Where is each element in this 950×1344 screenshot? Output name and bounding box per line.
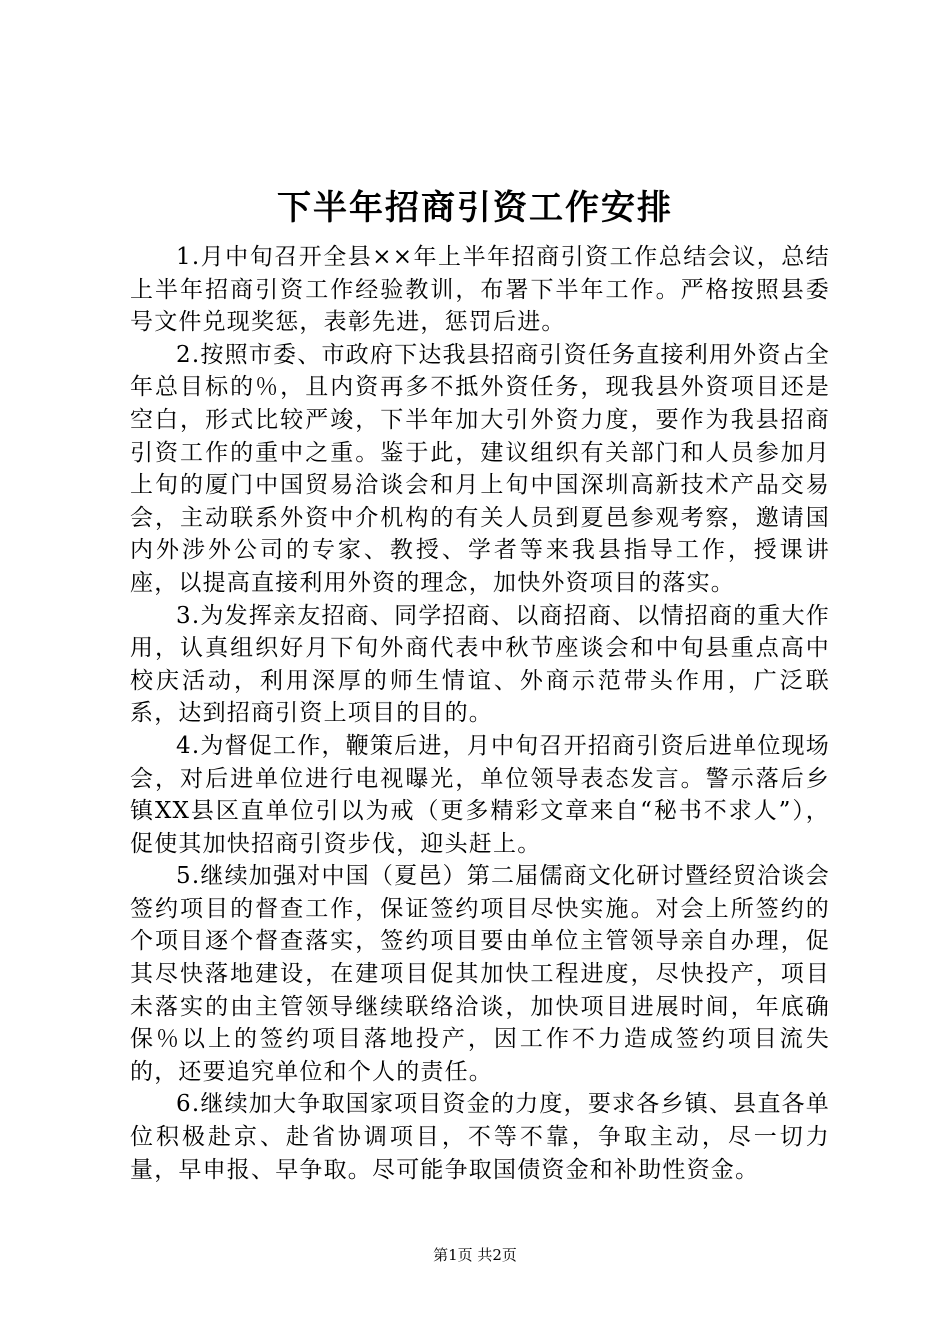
document-title: 下半年招商引资工作安排 (277, 188, 673, 228)
paragraph-1: 1.月中旬召开全县××年上半年招商引资工作总结会议，总结上半年招商引资工作经验教训，布署下半年工作。严格按照县委号文件兑现奖惩，表彰先进，惩罚后进。 (130, 244, 830, 336)
page-footer: 第1页 共2页 (433, 1246, 517, 1264)
paragraph-4: 4.为督促工作，鞭策后进，月中旬召开招商引资后进单位现场会，对后进单位进行电视曝光，单位领导表态发言。警示落后乡镇XX县区直单位引以为戒（更多精彩文章来自“秘书不求人”），促使其加快招商引资步伐，迎头赶上。 (130, 732, 830, 857)
paragraph-6: 6.继续加大争取国家项目资金的力度，要求各乡镇、县直各单位积极赴京、赴省协调项目，不等不靠，争取主动，尽一切力量，早申报、早争取。尽可能争取国债资金和补助性资金。 (130, 1091, 830, 1183)
paragraph-3: 3.为发挥亲友招商、同学招商、以商招商、以情招商的重大作用，认真组织好月下旬外商代表中秋节座谈会和中旬县重点高中校庆活动，利用深厚的师生情谊、外商示范带头作用，广泛联系，达到招商引资上项目的目的。 (130, 602, 830, 727)
paragraph-2: 2.按照市委、市政府下达我县招商引资任务直接利用外资占全年总目标的％，且内资再多不抵外资任务，现我县外资项目还是空白，形式比较严竣，下半年加大引外资力度，要作为我县招商引资工作的重中之重。鉴于此，建议组织有关部门和人员参加月上旬的厦门中国贸易洽谈会和月上旬中国深圳高新技术产品交易会，主动联系外资中介机构的有关人员到夏邑参观考察，邀请国内外涉外公司的专家、教授、学者等来我县指导工作，授课讲座，以提高直接利用外资的理念，加快外资项目的落实。 (130, 341, 830, 596)
paragraph-5: 5.继续加强对中国（夏邑）第二届儒商文化研讨暨经贸洽谈会签约项目的督查工作，保证签约项目尽快实施。对会上所签约的个项目逐个督查落实，签约项目要由单位主管领导亲自办理，促其尽快落地建设，在建项目促其加快工程进度，尽快投产，项目未落实的由主管领导继续联络洽谈，加快项目进展时间，年底确保％以上的签约项目落地投产，因工作不力造成签约项目流失的，还要追究单位和个人的责任。 (130, 863, 830, 1085)
document-body (130, 241, 830, 1186)
